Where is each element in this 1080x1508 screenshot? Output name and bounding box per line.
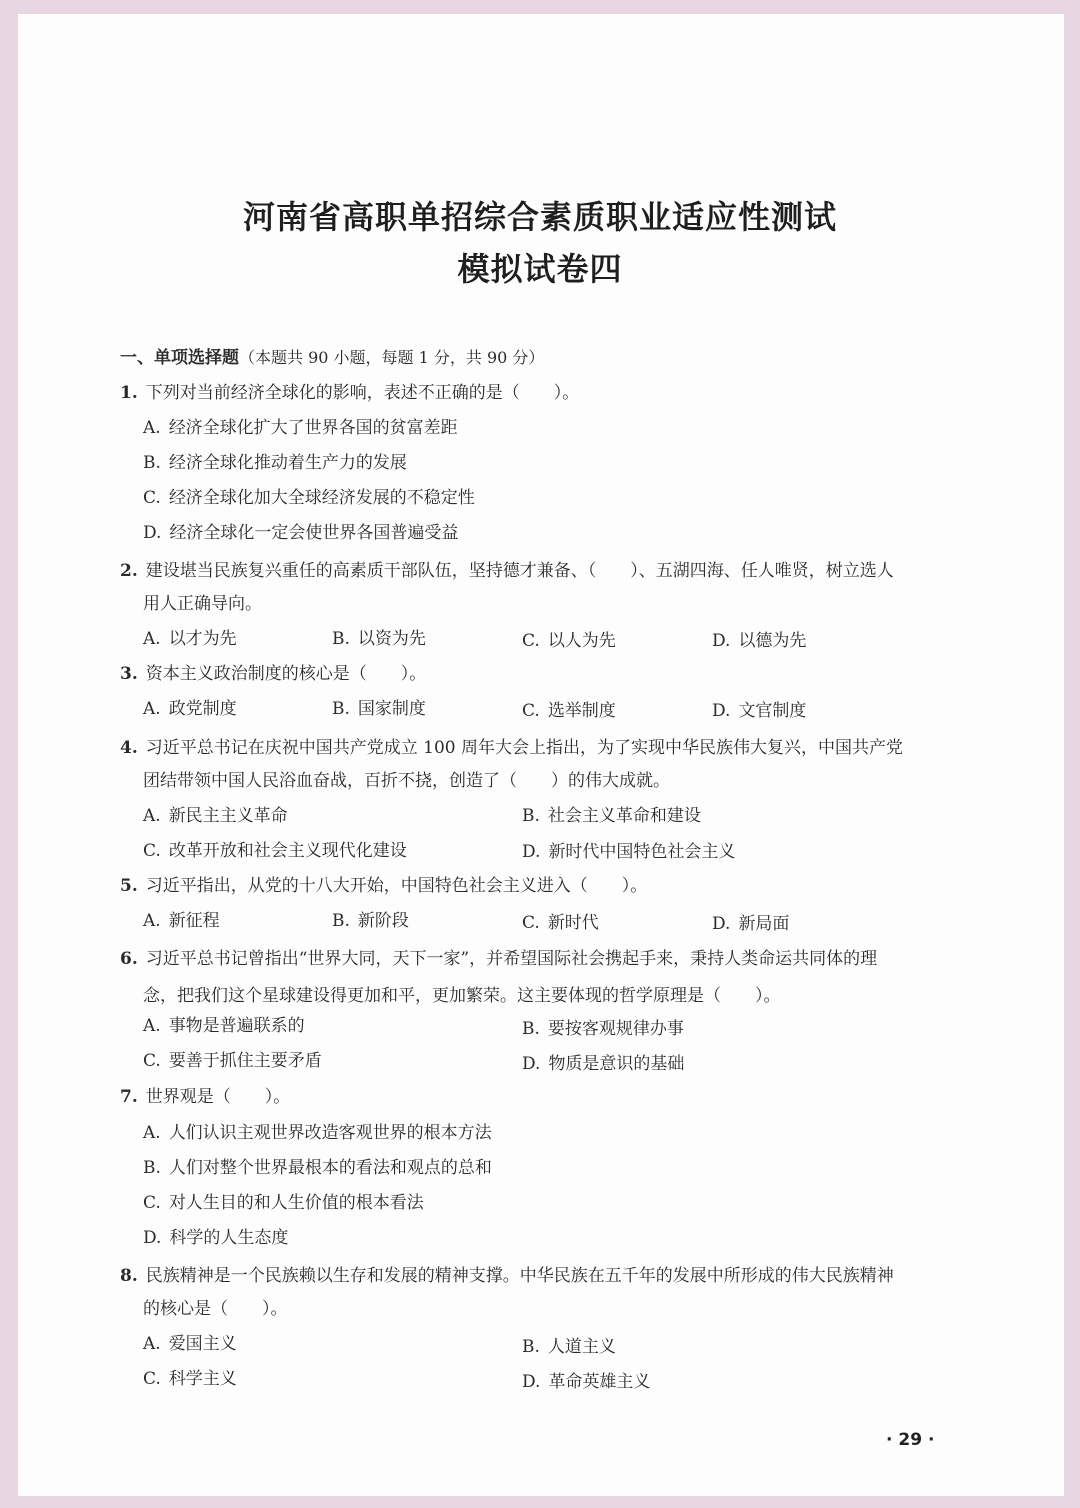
- q7-option-b: [143, 1157, 492, 1179]
- question-number: 3.: [120, 664, 138, 684]
- question-5-stem: [120, 875, 647, 897]
- q4-option-a: [143, 805, 288, 827]
- option-letter: D.: [522, 1054, 541, 1074]
- exam-title: 河南省高职单招综合素质职业适应性测试: [242, 198, 837, 236]
- q8-option-a: [143, 1333, 237, 1355]
- question-number: 8.: [120, 1266, 138, 1286]
- option-text: 以才为先: [168, 629, 237, 649]
- question-4-stem-cont: 团结带领中国人民浴血奋战，百折不挠，创造了（ ）的伟大成就。: [143, 771, 670, 791]
- question-text: 建设堪当民族复兴重任的高素质干部队伍，坚持德才兼备、（ ）、五湖四海、任人唯贤，树立选人: [145, 561, 894, 581]
- option-text: 新阶段: [357, 911, 409, 931]
- q6-option-b: [522, 1018, 684, 1040]
- question-number: 7.: [120, 1087, 138, 1107]
- question-7-stem: [120, 1086, 290, 1108]
- option-letter: D.: [522, 1372, 541, 1392]
- q8-option-b: [522, 1336, 616, 1358]
- option-letter: C.: [522, 913, 540, 933]
- option-letter: D.: [712, 701, 731, 721]
- q8-option-c: [143, 1368, 237, 1390]
- question-text: 习近平指出，从党的十八大开始，中国特色社会主义进入（ ）。: [145, 876, 648, 896]
- question-8-stem: [120, 1265, 894, 1287]
- option-letter: B.: [332, 699, 350, 719]
- q6-option-c: [143, 1050, 322, 1072]
- option-text: 新征程: [168, 911, 220, 931]
- q1-option-c: [143, 487, 475, 509]
- question-number: 2.: [120, 561, 138, 581]
- option-text: 新民主主义革命: [168, 806, 288, 826]
- question-text: 资本主义政治制度的核心是（ ）。: [145, 664, 427, 684]
- q6-option-d: [522, 1053, 684, 1075]
- q5-option-a: [143, 910, 220, 932]
- question-text: 下列对当前经济全球化的影响，表述不正确的是（ ）。: [145, 383, 580, 403]
- option-letter: C.: [522, 631, 540, 651]
- option-text: 要按客观规律办事: [547, 1019, 684, 1039]
- q7-option-c: [143, 1192, 424, 1214]
- option-letter: A.: [143, 911, 161, 931]
- question-1-stem: [120, 382, 579, 404]
- question-text: 世界观是（ ）。: [145, 1087, 291, 1107]
- question-8-stem-cont: 的核心是（ ）。: [143, 1299, 288, 1319]
- q4-option-d: [522, 841, 735, 863]
- option-text: 国家制度: [357, 699, 426, 719]
- option-text: 人道主义: [547, 1337, 616, 1357]
- option-text: 以资为先: [357, 629, 426, 649]
- option-letter: D.: [712, 914, 731, 934]
- q1-option-a: [143, 417, 458, 439]
- option-letter: B.: [143, 453, 161, 473]
- question-2-stem-cont: 用人正确导向。: [143, 594, 262, 614]
- exam-subtitle: 模拟试卷四: [457, 250, 623, 288]
- option-text: 新局面: [738, 914, 790, 934]
- q3-option-d: [712, 700, 806, 722]
- option-letter: C.: [143, 488, 161, 508]
- q3-option-c: [522, 700, 616, 722]
- option-text: 经济全球化加大全球经济发展的不稳定性: [168, 488, 475, 508]
- option-text: 以德为先: [738, 631, 807, 651]
- q2-option-a: [143, 628, 237, 650]
- q6-option-a: [143, 1015, 305, 1037]
- q2-option-d: [712, 630, 806, 652]
- option-text: 经济全球化推动着生产力的发展: [168, 453, 407, 473]
- option-letter: A.: [143, 418, 161, 438]
- option-letter: C.: [522, 701, 540, 721]
- option-text: 经济全球化扩大了世界各国的贫富差距: [168, 418, 458, 438]
- option-text: 事物是普遍联系的: [168, 1016, 305, 1036]
- option-text: 政党制度: [168, 699, 237, 719]
- option-letter: A.: [143, 806, 161, 826]
- option-text: 以人为先: [547, 631, 616, 651]
- q5-option-c: [522, 912, 599, 934]
- option-text: 社会主义革命和建设: [547, 806, 701, 826]
- q2-option-c: [522, 630, 616, 652]
- option-text: 改革开放和社会主义现代化建设: [168, 841, 407, 861]
- option-letter: B.: [143, 1158, 161, 1178]
- question-3-stem: [120, 663, 426, 685]
- option-text: 对人生目的和人生价值的根本看法: [168, 1193, 424, 1213]
- section-note: （本题共 90 小题，每题 1 分，共 90 分）: [239, 348, 545, 367]
- option-text: 爱国主义: [168, 1334, 237, 1354]
- q5-option-b: [332, 910, 409, 932]
- option-letter: A.: [143, 629, 161, 649]
- option-letter: D.: [712, 631, 731, 651]
- option-text: 新时代中国特色社会主义: [548, 842, 736, 862]
- option-letter: C.: [143, 1193, 161, 1213]
- q7-option-a: [143, 1122, 492, 1144]
- question-text: 民族精神是一个民族赖以生存和发展的精神支撑。中华民族在五千年的发展中所形成的伟大民族精神: [145, 1266, 894, 1286]
- q2-option-b: [332, 628, 426, 650]
- question-text: 习近平总书记曾指出“世界大同，天下一家”，并希望国际社会携起手来，秉持人类命运共同体的理: [145, 949, 878, 969]
- option-letter: A.: [143, 1334, 161, 1354]
- option-text: 新时代: [547, 913, 599, 933]
- question-6-stem-cont: 念，把我们这个星球建设得更加和平，更加繁荣。这主要体现的哲学原理是（ ）。: [143, 986, 781, 1006]
- question-6-stem: [120, 948, 877, 970]
- option-letter: A.: [143, 1016, 161, 1036]
- option-text: 要善于抓住主要矛盾: [168, 1051, 322, 1071]
- option-letter: A.: [143, 699, 161, 719]
- option-letter: B.: [522, 806, 540, 826]
- option-text: 经济全球化一定会使世界各国普遍受益: [169, 523, 459, 543]
- q4-option-b: [522, 805, 701, 827]
- page-number: · 29 ·: [886, 1430, 935, 1450]
- option-text: 革命英雄主义: [548, 1372, 651, 1392]
- q5-option-d: [712, 913, 789, 935]
- option-text: 人们对整个世界最根本的看法和观点的总和: [168, 1158, 492, 1178]
- option-letter: B.: [522, 1019, 540, 1039]
- question-text: 习近平总书记在庆祝中国共产党成立 100 周年大会上指出，为了实现中华民族伟大复兴，中国共产党: [145, 738, 904, 758]
- option-text: 文官制度: [738, 701, 807, 721]
- question-number: 1.: [120, 383, 138, 403]
- option-text: 科学主义: [168, 1369, 237, 1389]
- option-text: 科学的人生态度: [169, 1228, 289, 1248]
- option-letter: A.: [143, 1123, 161, 1143]
- option-letter: C.: [143, 1369, 161, 1389]
- question-4-stem: [120, 737, 903, 759]
- option-letter: C.: [143, 1051, 161, 1071]
- option-text: 选举制度: [547, 701, 616, 721]
- question-number: 4.: [120, 738, 138, 758]
- q3-option-b: [332, 698, 426, 720]
- q3-option-a: [143, 698, 237, 720]
- question-2-stem: [120, 560, 894, 582]
- option-letter: B.: [332, 629, 350, 649]
- option-letter: D.: [143, 523, 162, 543]
- option-letter: D.: [522, 842, 541, 862]
- question-number: 6.: [120, 949, 138, 969]
- option-text: 人们认识主观世界改造客观世界的根本方法: [168, 1123, 492, 1143]
- question-number: 5.: [120, 876, 138, 896]
- option-letter: B.: [522, 1337, 540, 1357]
- q8-option-d: [522, 1371, 650, 1393]
- q7-option-d: [143, 1227, 288, 1249]
- option-letter: C.: [143, 841, 161, 861]
- option-letter: B.: [332, 911, 350, 931]
- option-letter: D.: [143, 1228, 162, 1248]
- q4-option-c: [143, 840, 407, 862]
- section-heading: [120, 347, 544, 369]
- section-title: 一、单项选择题: [120, 348, 239, 368]
- option-text: 物质是意识的基础: [548, 1054, 685, 1074]
- q1-option-b: [143, 452, 407, 474]
- q1-option-d: [143, 522, 458, 544]
